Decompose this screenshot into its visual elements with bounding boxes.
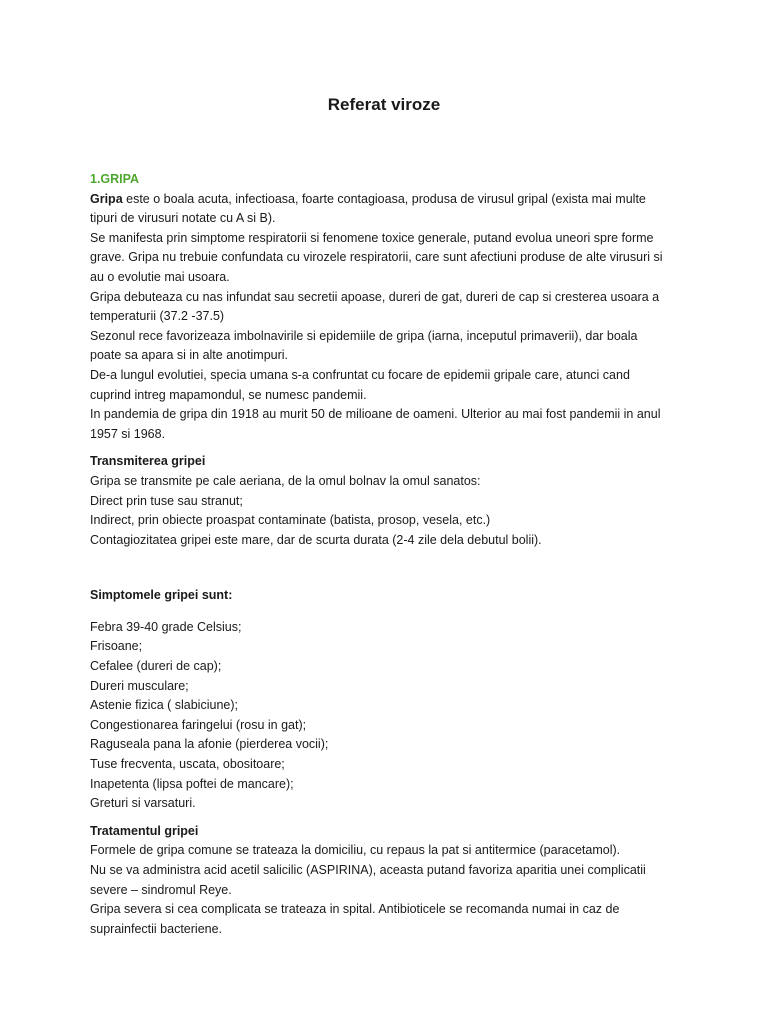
paragraph-line: Formele de gripa comune se trateaza la domiciliu, cu repaus la pat si antitermice (paracetamol). <box>90 843 621 858</box>
symptom-item: Dureri musculare; <box>90 678 189 693</box>
symptom-item: Raguseala pana la afonie (pierderea vocii); <box>90 737 329 752</box>
paragraph-line: Indirect, prin obiecte proaspat contaminate (batista, prosop, vesela, etc.) <box>90 513 491 528</box>
spacer <box>90 814 690 822</box>
symptom-item: Inapetenta (lipsa poftei de mancare); <box>90 776 294 791</box>
section-heading-gripa: 1.GRIPA <box>90 172 140 186</box>
symptom-item: Cefalee (dureri de cap); <box>90 659 222 674</box>
document-title: Referat viroze <box>327 95 441 114</box>
section-heading-transmission: Transmiterea gripei <box>90 454 206 469</box>
symptom-item: Tuse frecventa, uscata, obositoare; <box>90 757 285 772</box>
paragraph-line <box>90 190 690 210</box>
paragraph-line: De-a lungul evolutiei, specia umana s-a confruntat cu focare de epidemii gripale care, atunci cand <box>90 367 630 382</box>
paragraph-line: Contagiozitatea gripei este mare, dar de scurta durata (2-4 zile dela debutul bolii). <box>90 532 542 547</box>
paragraph-line: au o evolutie mai usoara. <box>90 269 230 284</box>
paragraph-line: Nu se va administra acid acetil salicilic (ASPIRINA), aceasta putand favoriza aparitia unei complicatii <box>90 863 646 877</box>
symptom-item: Greturi si varsaturi. <box>90 796 196 811</box>
spacer <box>90 550 690 586</box>
paragraph-line: Se manifesta prin simptome respiratorii si fenomene toxice generale, putand evolua uneori spre forme <box>90 230 654 245</box>
paragraph-line: 1957 si 1968. <box>90 426 166 441</box>
paragraph-line: Sezonul rece favorizeaza imbolnavirile si epidemiile de gripa (iarna, inceputul primaverii), dar boala <box>90 328 638 343</box>
paragraph-line: grave. Gripa nu trebuie confundata cu virozele respiratorii, care sunt afectiuni produse de alte virusuri si <box>90 250 663 265</box>
paragraph-line: Direct prin tuse sau stranut; <box>90 493 243 508</box>
symptom-item: Febra 39-40 grade Celsius; <box>90 619 242 634</box>
paragraph-line: tipuri de virusuri notate cu A si B). <box>90 211 276 226</box>
spacer <box>90 444 690 452</box>
paragraph-line: poate sa apara si in alte anotimpuri. <box>90 348 289 363</box>
symptom-item: Astenie fizica ( slabiciune); <box>90 698 238 713</box>
paragraph-line: temperaturii (37.2 -37.5) <box>90 309 225 324</box>
symptom-item: Frisoane; <box>90 639 143 654</box>
paragraph-line: In pandemia de gripa din 1918 au murit 50 de milioane de oameni. Ulterior au mai fost pandemii in anul <box>90 407 661 422</box>
symptom-item: Congestionarea faringelui (rosu in gat); <box>90 717 307 732</box>
paragraph-line: severe – sindromul Reye. <box>90 882 232 897</box>
paragraph-line: suprainfectii bacteriene. <box>90 921 223 936</box>
lead-term: Gripa <box>90 191 123 206</box>
document-body <box>90 170 690 939</box>
paragraph-line: Gripa severa si cea complicata se trateaza in spital. Antibioticele se recomanda numai in caz de <box>90 902 620 917</box>
paragraph-line: Gripa se transmite pe cale aeriana, de la omul bolnav la omul sanatos: <box>90 473 481 488</box>
paragraph-line: cuprind intreg mapamondul, se numesc pandemii. <box>90 387 367 402</box>
spacer <box>90 606 690 618</box>
paragraph-line: Gripa debuteaza cu nas infundat sau secretii apoase, dureri de gat, dureri de cap si cresterea usoara a <box>90 289 660 304</box>
section-heading-treatment: Tratamentul gripei <box>90 823 199 838</box>
paragraph-text: este o boala acuta, infectioasa, foarte contagioasa, produsa de virusul gripal (exista mai multe <box>122 191 646 206</box>
section-heading-symptoms: Simptomele gripei sunt: <box>90 588 233 603</box>
